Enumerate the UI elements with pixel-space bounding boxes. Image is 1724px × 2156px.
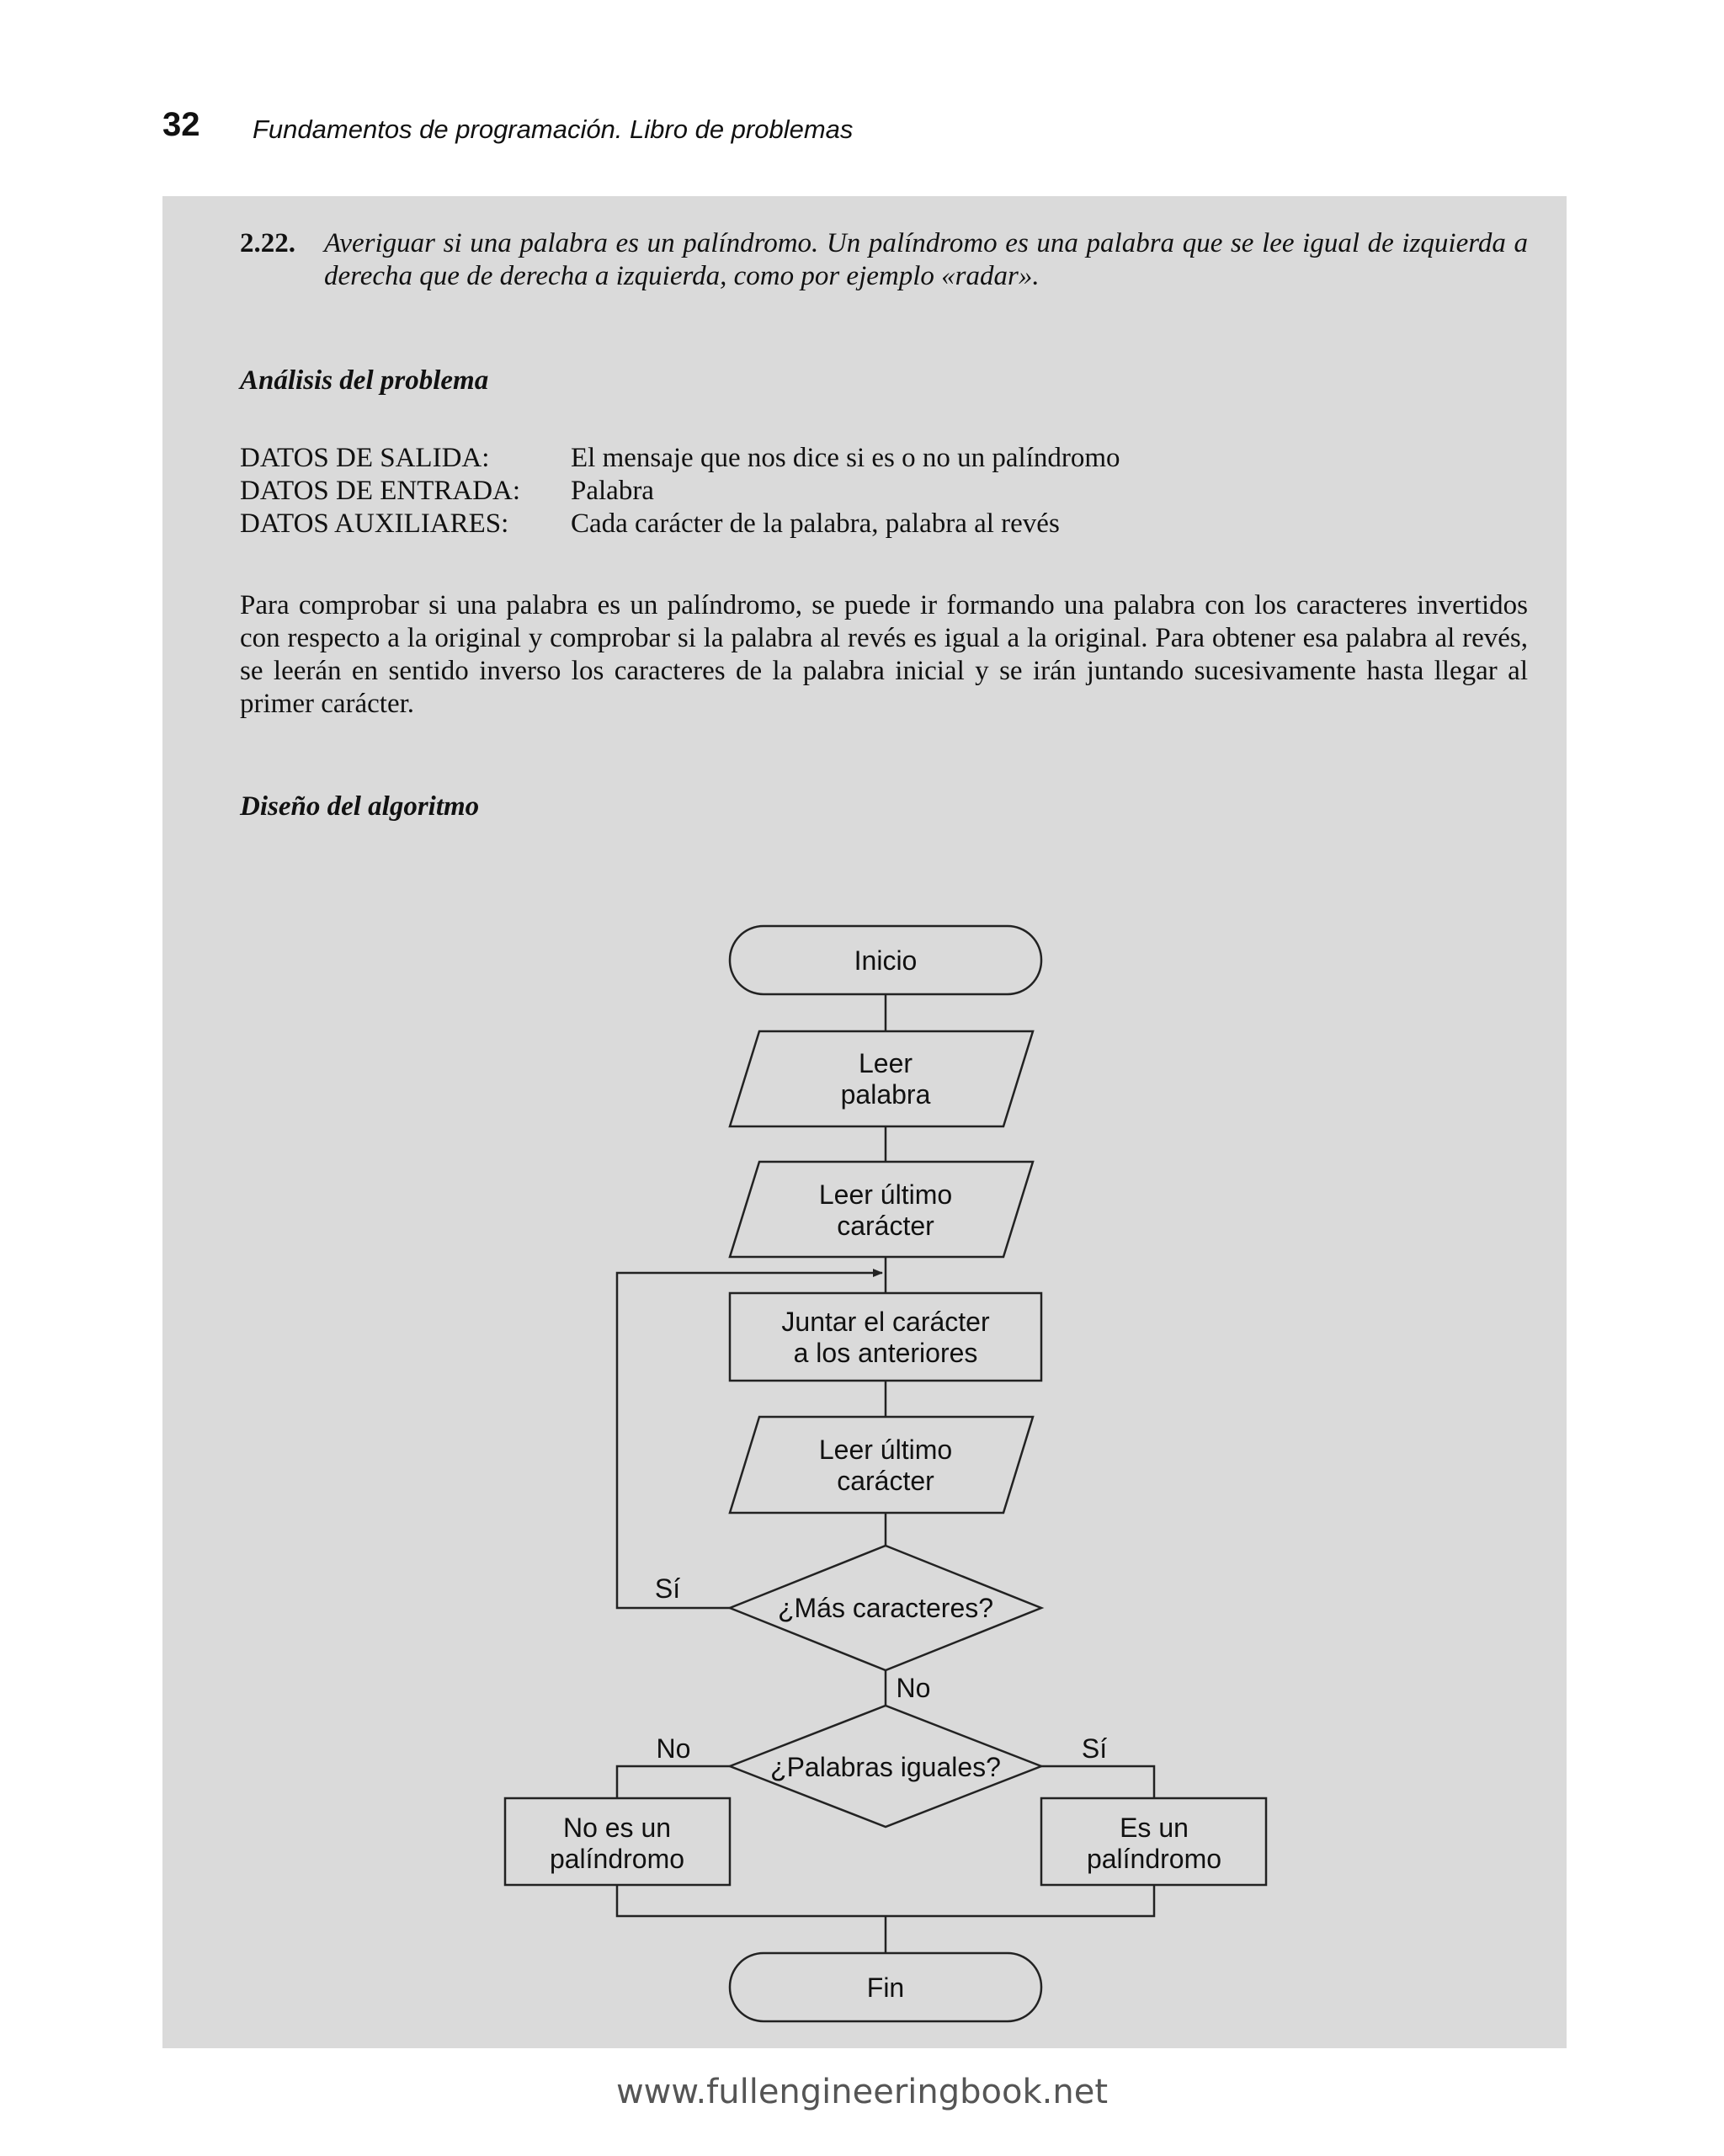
read-last-char-label: carácter xyxy=(837,1211,934,1241)
data-value: Cada carácter de la palabra, palabra al revés xyxy=(571,508,1060,539)
read-last-char-label: Leer último xyxy=(818,1179,953,1210)
is-palindrome-label: palíndromo xyxy=(1086,1844,1222,1874)
not-palindrome-label: palíndromo xyxy=(549,1844,685,1874)
design-title: Diseño del algoritmo xyxy=(240,791,480,822)
end-label: Fin xyxy=(866,1972,905,2003)
data-key: DATOS AUXILIARES: xyxy=(240,508,509,539)
problem-number: 2.22. xyxy=(240,228,295,258)
read-word-label: palabra xyxy=(840,1079,931,1110)
join-char-label: Juntar el carácter xyxy=(781,1307,990,1337)
start-label: Inicio xyxy=(854,945,918,976)
more-chars-label: ¿Más caracteres? xyxy=(777,1593,994,1623)
more-chars-yes-label: Sí xyxy=(654,1573,681,1604)
read-word-label: Leer xyxy=(858,1048,913,1078)
is-palindrome-label: Es un xyxy=(1120,1813,1189,1843)
data-key: DATOS DE SALIDA: xyxy=(240,443,490,473)
data-key: DATOS DE ENTRADA: xyxy=(240,476,521,506)
footer-watermark-url: www.fullengineeringbook.net xyxy=(615,2073,1109,2111)
read-last-char-input-2 xyxy=(730,1417,1033,1513)
read-last-char-label-2: carácter xyxy=(837,1466,934,1496)
more-chars-no-label: No xyxy=(896,1673,931,1703)
data-value: El mensaje que nos dice si es o no un palíndromo xyxy=(571,443,1120,473)
analysis-paragraph: Para comprobar si una palabra es un palíndromo, se puede ir formando una palabra con los caracteres invertidos con respecto a la original y comprobar si la palabra al revés es igual a la original. Para obtener esa palabra al revés, se leerán en sentido inverso los caracteres de la palabra inicial y se irán juntando sucesivamente hasta llegar al primer carácter. xyxy=(240,590,1528,719)
running-title: Fundamentos de programación. Libro de problemas xyxy=(253,114,854,144)
page-number: 32 xyxy=(162,106,200,143)
data-value: Palabra xyxy=(571,476,654,506)
same-words-no-label: No xyxy=(656,1733,691,1764)
same-words-label: ¿Palabras iguales? xyxy=(770,1752,1001,1782)
join-char-label: a los anteriores xyxy=(793,1338,978,1368)
problem-statement: Averiguar si una palabra es un palíndromo. Un palíndromo es una palabra que se lee igual de izquierda a derecha que de derecha a izquierda, como por ejemplo «radar». xyxy=(324,228,1528,291)
not-palindrome-label: No es un xyxy=(562,1813,672,1843)
same-words-yes-label: Sí xyxy=(1081,1733,1108,1764)
read-last-char-label-2: Leer último xyxy=(818,1435,953,1465)
analysis-title: Análisis del problema xyxy=(240,365,489,396)
